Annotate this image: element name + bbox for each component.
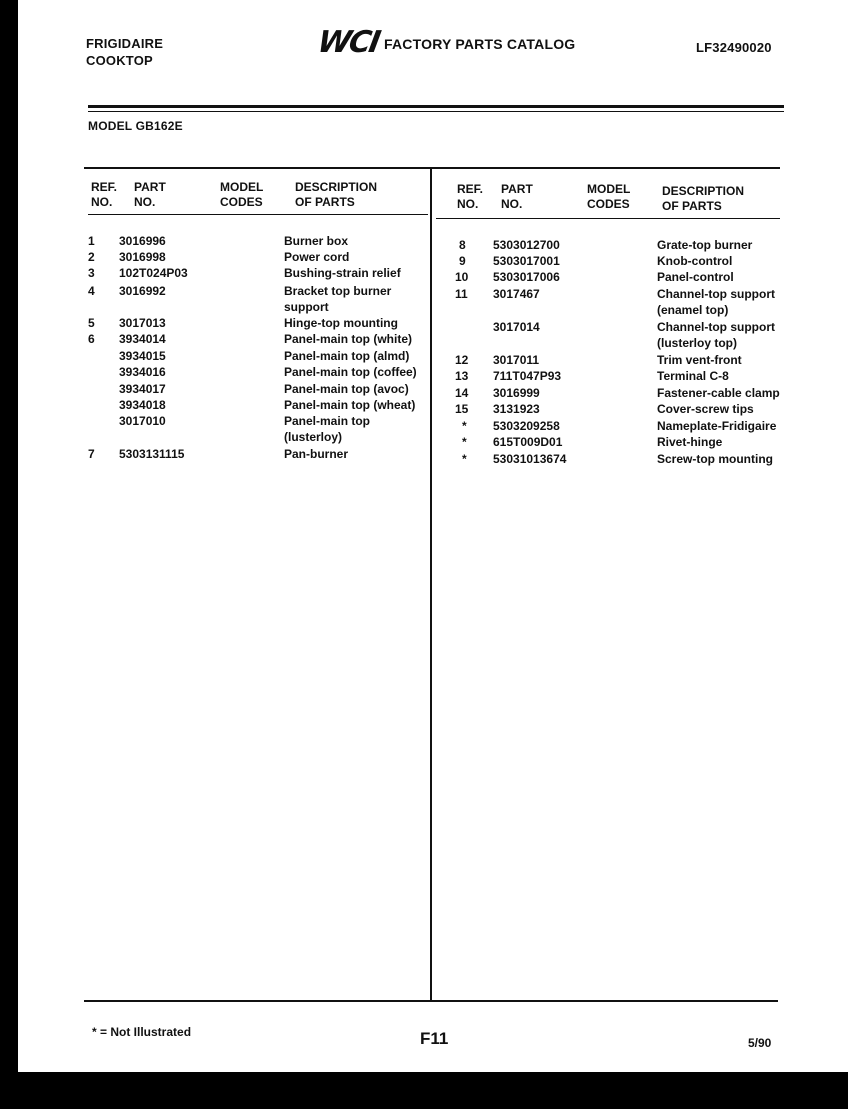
brand-block: [86, 35, 163, 69]
header-rule-thin: [88, 111, 784, 112]
column-divider: [430, 168, 432, 1000]
left-model-header: MODEL CODES: [220, 180, 264, 209]
model-label: MODEL GB162E: [88, 119, 183, 133]
left-desc-header: DESCRIPTION OF PARTS: [295, 180, 378, 209]
catalog-number: LF32490020: [696, 40, 772, 55]
brand-name: FRIGIDAIRE: [86, 36, 164, 51]
scan-right-margin: [830, 0, 848, 1109]
table-top-rule: [84, 167, 780, 169]
scan-left-edge: [0, 0, 18, 1109]
catalog-page: FRIGIDAIRE COOKTOP WCI FACTORY PARTS CATALOG LF32490020 MODEL GB162E REF. NO. PART NO. MODEL CODES DESCRIPTION OF PARTS REF. NO. PART NO. MODEL CODES DESCRIPTION OF PARTS 1 3016996 Burner box 2 3016998 Power cord 3 102T024P03 Bushing-strain relief 4 3016992 Bracket top burner support 5 3017013 Hinge-top mounting 6 3934014 Panel-main top (white) 3934015 Panel-main top (almd) 3934016 Panel-main top (coffee) 3934017 Panel-main top (avoc) 3934018 Panel-main top (wheat) 3017010 Panel-main top (lusterloy) 7 5303131115 Pan-burner 8 5303012700 Grate-top burner 9 5303017001 Knob-control 10 5303017006 Panel-control 11 3017467 Channel-top support (enamel top) 3017014 Channel-top support (lusterloy top) 12 3017011 Trim vent-front 13 711T047P93 Terminal C-8 14 3016999 Fastener-cable clamp 15 3131923 Cover-screw tips * 5303209258 Nameplate-Fridigaire * 615T009D01 Rivet-hinge * 53031013674 Screw-top mounting * = Not Illustrated F11 5/90: [0, 0, 848, 1109]
right-desc-header: DESCRIPTION OF PARTS: [662, 184, 745, 213]
catalog-title: FACTORY PARTS CATALOG: [384, 36, 576, 52]
right-model-header: MODEL CODES: [587, 182, 631, 211]
right-ref-header: REF. NO.: [457, 182, 484, 211]
left-ref-header: REF. NO.: [91, 180, 118, 209]
scan-bottom-band: [0, 1072, 848, 1109]
not-illustrated-note: * = Not Illustrated: [92, 1025, 192, 1039]
header-rule-thick: [88, 105, 784, 108]
left-header-rule: [88, 214, 428, 215]
footer-rule: [84, 1000, 778, 1002]
right-part-header: PART NO.: [501, 182, 533, 211]
page-number: F11: [420, 1029, 449, 1048]
left-part-header: PART NO.: [134, 180, 166, 209]
right-header-rule: [436, 218, 780, 219]
wci-logo: WCI: [315, 25, 382, 60]
product-type: COOKTOP: [86, 53, 153, 68]
revision-date: 5/90: [748, 1036, 772, 1050]
